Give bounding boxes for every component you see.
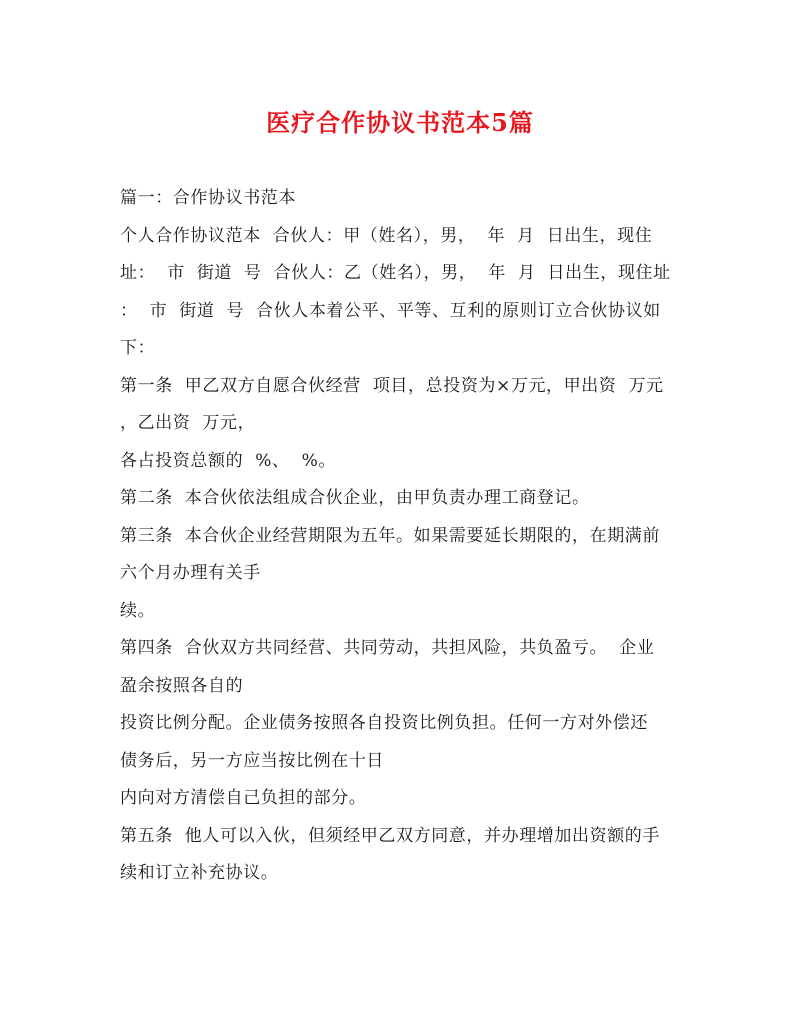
text-line: ，乙出资 万元， (120, 413, 256, 433)
text-line: 各占投资总额的 %、 %。 (120, 450, 336, 471)
text-line: 续和订立补充协议。 (120, 863, 279, 883)
document-body (120, 180, 685, 893)
text-line: 内向对方清偿自己负担的部分。 (120, 788, 367, 808)
text-line: 下： (120, 338, 156, 358)
text-line: 址： 市 街道 号 合伙人：乙（姓名），男， 年 月 日出生，现住址 (120, 263, 671, 283)
text-line: 第四条 合伙双方共同经营、共同劳动，共担风险，共负盈亏。 企业 (120, 638, 655, 658)
text-line: 第三条 本合伙企业经营期限为五年。如果需要延长期限的，在期满前 (120, 525, 661, 546)
text-line: ： 市 街道 号 合伙人本着公平、平等、互利的原则订立合伙协议如 (120, 300, 661, 321)
text-line: 篇一：合作协议书范本 (120, 188, 296, 208)
text-line: 个人合作协议范本 合伙人：甲（姓名），男， 年 月 日出生，现住 (120, 225, 653, 246)
text-line: 债务后，另一方应当按比例在十日 (120, 750, 384, 771)
text-line: 续。 (120, 600, 156, 621)
text-line: 六个月办理有关手 (120, 563, 261, 583)
text-line: 第二条 本合伙依法组成合伙企业，由甲负责办理工商登记。 (120, 488, 590, 508)
text-line: 盈余按照各自的 (120, 675, 244, 696)
text-line: 投资比例分配。企业债务按照各自投资比例负担。任何一方对外偿还 (120, 713, 648, 733)
text-line: 第五条 他人可以入伙，但须经甲乙双方同意，并办理增加出资额的手 (120, 825, 661, 846)
document-title: 医疗合作协议书范本5篇 (266, 108, 534, 137)
text-line: 第一条 甲乙双方自愿合伙经营 项目，总投资为×万元，甲出资 万元 (120, 375, 664, 396)
